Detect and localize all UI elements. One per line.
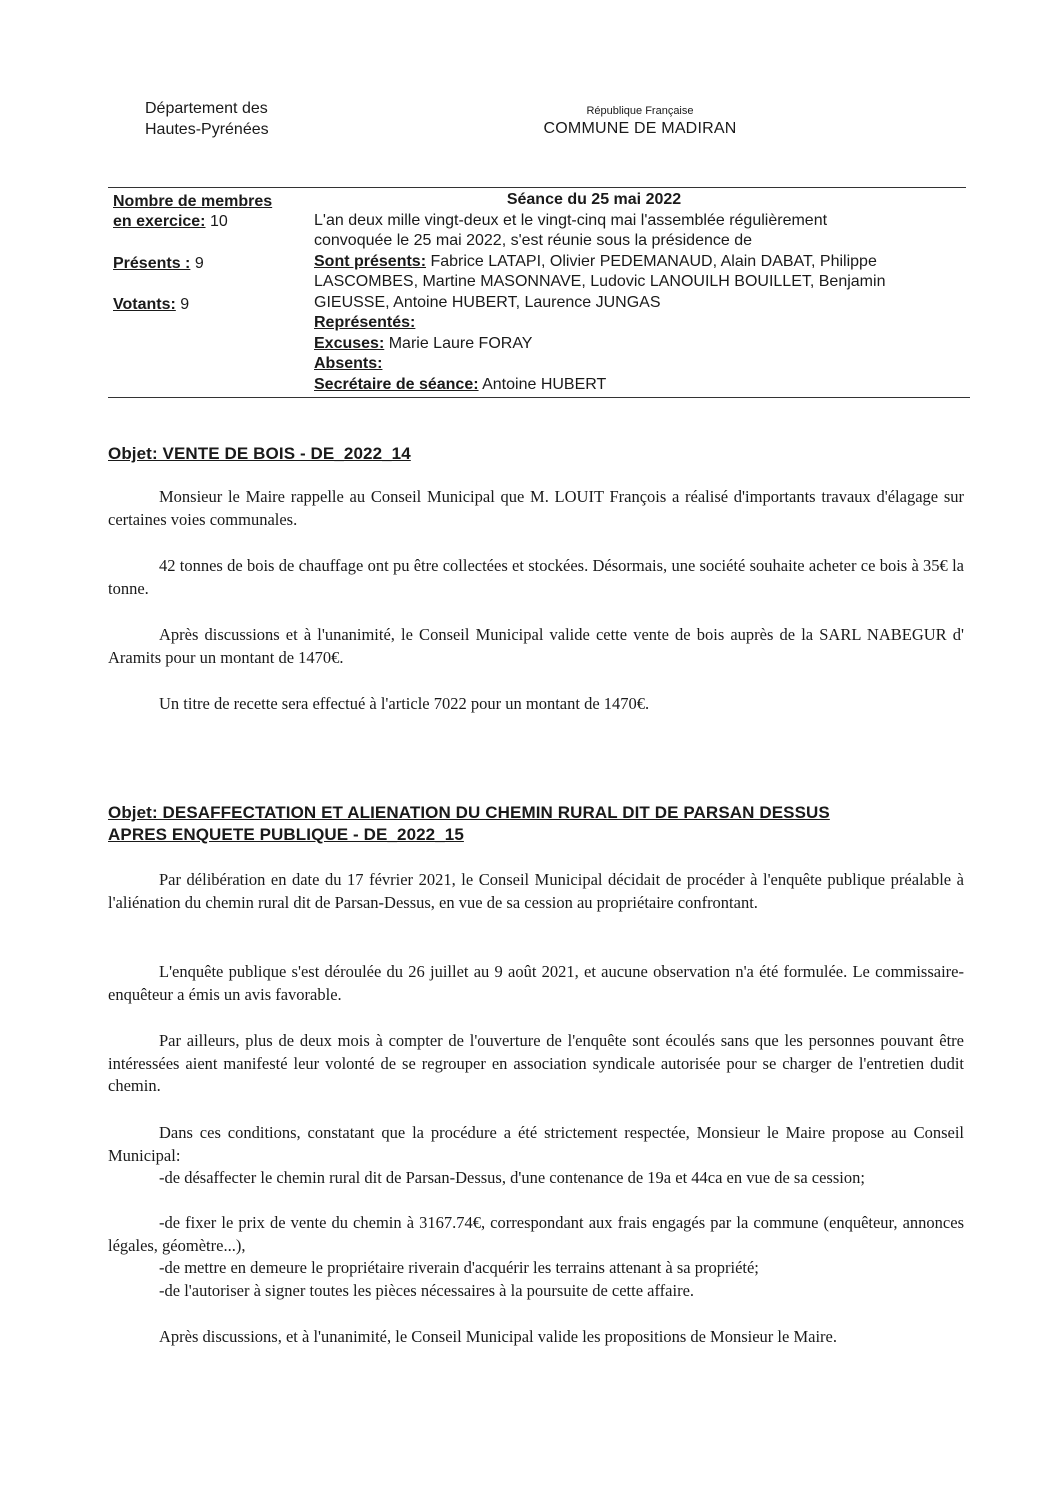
section2-title-line2: APRES ENQUETE PUBLIQUE - DE_2022_15 xyxy=(108,825,464,844)
section2-title-line1: Objet: DESAFFECTATION ET ALIENATION DU CHEMIN RURAL DIT DE PARSAN DESSUS xyxy=(108,803,830,822)
section2-paragraph-3: Par ailleurs, plus de deux mois à compter de l'ouverture de l'enquête sont écoulés sans que les personnes pouvant être intéressées aient manifesté leur volonté de se regrouper en association syndicale autorisée pour se charger de l'entretien dudit chemin. xyxy=(108,1031,964,1095)
present-label: Présents : xyxy=(113,255,191,272)
excused-label: Excuses: xyxy=(314,334,385,352)
section1-title: Objet: VENTE DE BOIS - DE_2022_14 xyxy=(108,444,411,463)
commune-name: COMMUNE DE MADIRAN xyxy=(543,120,737,137)
top-rule xyxy=(108,187,966,188)
excused-value: Marie Laure FORAY xyxy=(388,334,533,352)
section2-paragraph-4: Dans ces conditions, constatant que la procédure a été strictement respectée, Monsieur le Maire propose au Conseil Municipal: xyxy=(108,1123,964,1165)
seance-title: Séance du 25 mai 2022 xyxy=(506,191,682,208)
present-members-3: GIEUSSE, Antoine HUBERT, Laurence JUNGAS xyxy=(314,293,661,311)
section1-paragraph-1: Monsieur le Maire rappelle au Conseil Municipal que M. LOUIT François a réalisé d'importants travaux d'élagage sur certaines voies communales. xyxy=(108,487,964,529)
voters-value: 9 xyxy=(180,296,190,313)
section2-item-1: -de désaffecter le chemin rural dit de Parsan-Dessus, d'une contenance de 19a et 44ca en vue de sa cession; xyxy=(159,1168,865,1187)
section1-paragraph-3: Après discussions et à l'unanimité, le Conseil Municipal valide cette vente de bois auprès de la SARL NABEGUR d' Aramits pour un montant de 1470€. xyxy=(108,625,964,667)
voters-label: Votants: xyxy=(113,296,176,313)
department-header xyxy=(145,98,269,140)
section2-paragraph-5: Après discussions, et à l'unanimité, le Conseil Municipal valide les propositions de Monsieur le Maire. xyxy=(159,1327,837,1346)
section2-item-3: -de mettre en demeure le propriétaire riverain d'acquérir les terrains attenant à sa propriété; xyxy=(159,1258,759,1277)
present-members-2: LASCOMBES, Martine MASONNAVE, Ludovic LANOUILH BOUILLET, Benjamin xyxy=(314,273,886,290)
section2-item-2: -de fixer le prix de vente du chemin à 3167.74€, correspondant aux frais engagés par la commune (enquêteur, annonces légales, géomètre...), xyxy=(108,1213,964,1255)
republic-header xyxy=(520,104,760,139)
members-value: 10 xyxy=(209,213,228,230)
department-line1: Département des xyxy=(145,100,268,117)
secretary-label: Secrétaire de séance: xyxy=(314,375,479,393)
represented-label: Représentés: xyxy=(314,314,416,331)
seance-block xyxy=(314,190,964,395)
absent-label: Absents: xyxy=(314,355,383,372)
present-members-label: Sont présents: xyxy=(314,252,427,270)
members-label-2: en exercice: xyxy=(113,213,206,230)
republic-label: République Française xyxy=(586,105,694,117)
bottom-rule xyxy=(108,397,970,398)
seance-intro-2: convoquée le 25 mai 2022, s'est réunie sous la présidence de xyxy=(314,232,753,249)
section1-paragraph-2: 42 tonnes de bois de chauffage ont pu être collectées et stockées. Désormais, une société souhaite acheter ce bois à 35€ la tonne. xyxy=(108,556,964,598)
section2-paragraph-1: Par délibération en date du 17 février 2021, le Conseil Municipal décidait de procéder à l'enquête publique préalable à l'aliénation du chemin rural dit de Parsan-Dessus, en vue de sa cession au propriétaire confrontant. xyxy=(108,870,964,912)
section2-item-4: -de l'autoriser à signer toutes les pièces nécessaires à la poursuite de cette affaire. xyxy=(159,1281,695,1300)
department-line2: Hautes-Pyrénées xyxy=(145,121,269,138)
secretary-value: Antoine HUBERT xyxy=(482,375,607,393)
present-members-1: Fabrice LATAPI, Olivier PEDEMANAUD, Alain DABAT, Philippe xyxy=(430,252,877,270)
seance-intro-1: L'an deux mille vingt-deux et le vingt-cinq mai l'assemblée régulièrement xyxy=(314,211,828,229)
members-label-1: Nombre de membres xyxy=(113,193,273,210)
section1-paragraph-4: Un titre de recette sera effectué à l'article 7022 pour un montant de 1470€. xyxy=(159,694,650,713)
section2-paragraph-2: L'enquête publique s'est déroulée du 26 juillet au 9 août 2021, et aucune observation n'a été formulée. Le commissaire-enquêteur a émis un avis favorable. xyxy=(108,962,964,1004)
present-value: 9 xyxy=(194,255,204,272)
